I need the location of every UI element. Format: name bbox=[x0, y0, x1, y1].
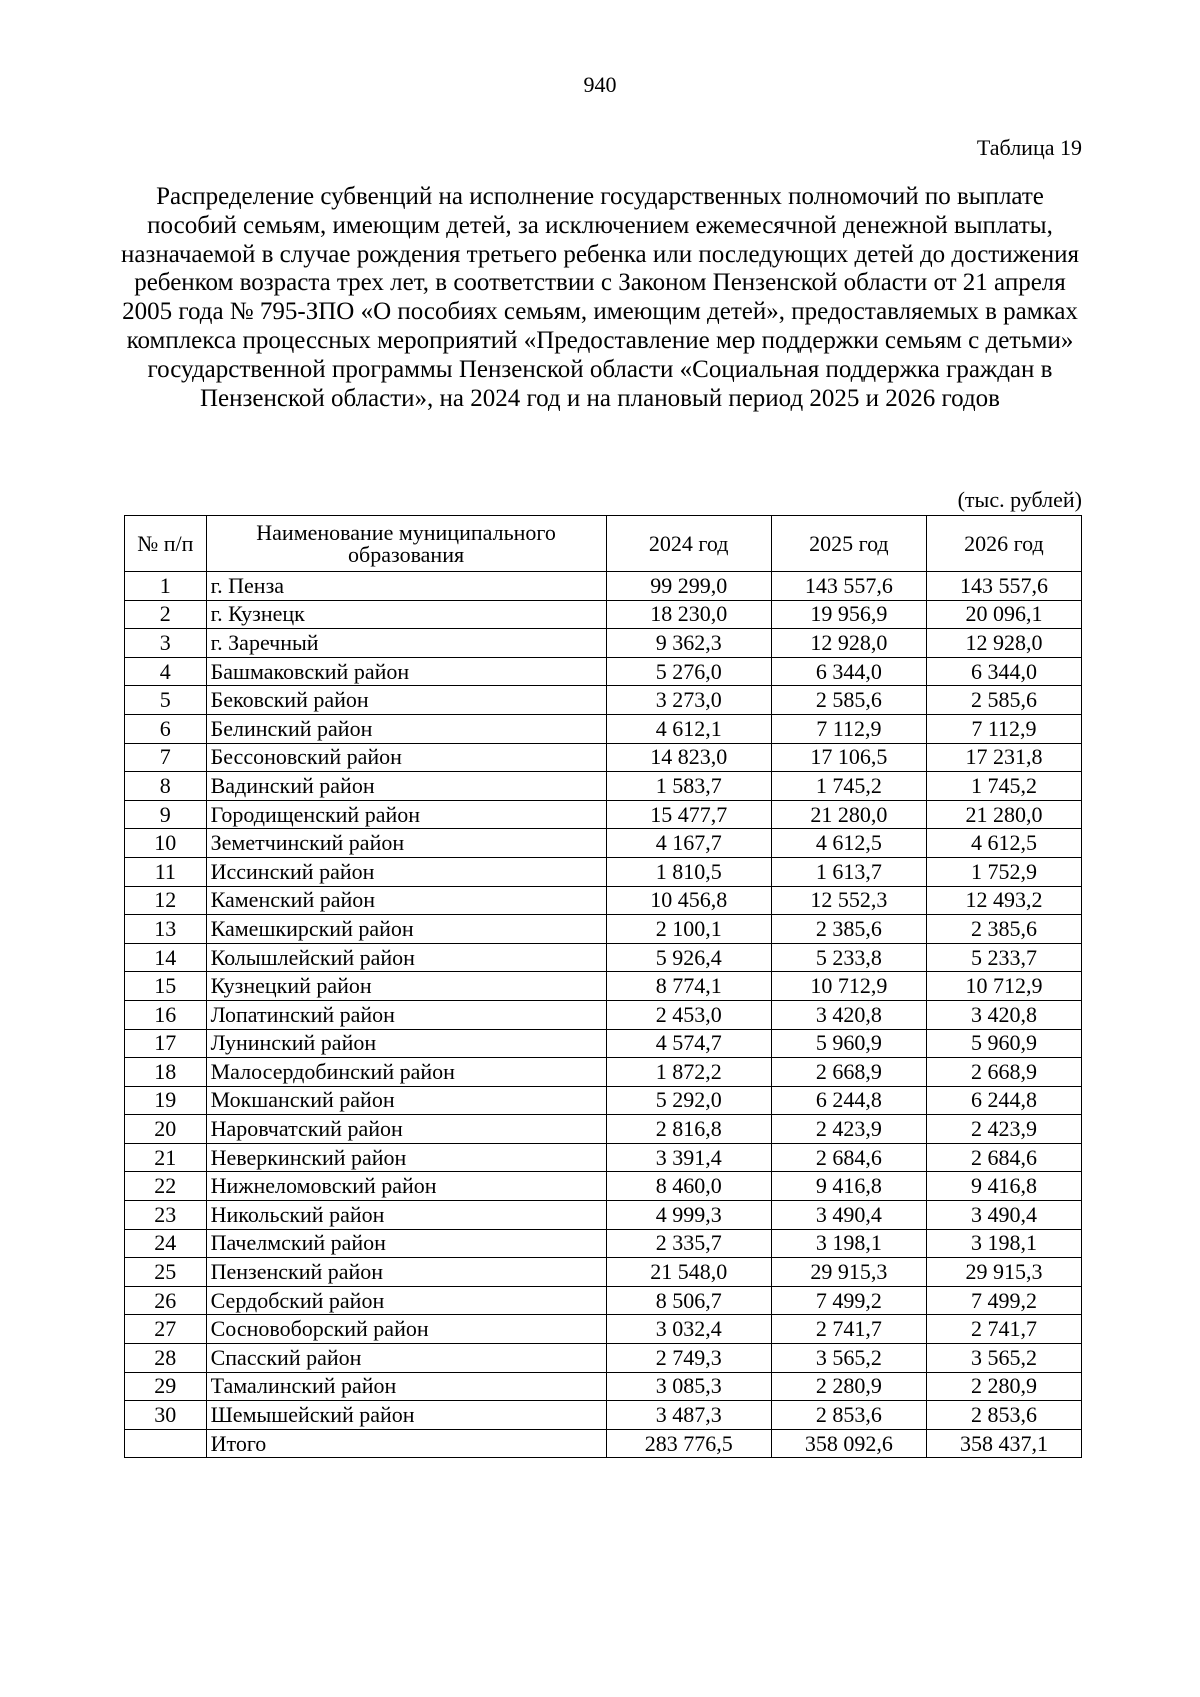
cell-2024: 8 506,7 bbox=[606, 1286, 771, 1315]
cell-num: 16 bbox=[125, 1000, 207, 1029]
cell-municipality: Городищенский район bbox=[206, 800, 606, 829]
table-row bbox=[125, 1201, 1082, 1230]
cell-2025: 7 499,2 bbox=[771, 1286, 926, 1315]
cell-2024: 4 612,1 bbox=[606, 714, 771, 743]
cell-municipality: г. Кузнецк bbox=[206, 600, 606, 629]
table-row bbox=[125, 1229, 1082, 1258]
table-body bbox=[125, 572, 1082, 1458]
cell-num: 18 bbox=[125, 1058, 207, 1087]
cell-2024: 2 100,1 bbox=[606, 915, 771, 944]
cell-2026: 17 231,8 bbox=[926, 743, 1081, 772]
cell-2026: 3 490,4 bbox=[926, 1201, 1081, 1230]
cell-2026: 2 385,6 bbox=[926, 915, 1081, 944]
table-row bbox=[125, 829, 1082, 858]
cell-2026: 5 233,7 bbox=[926, 943, 1081, 972]
cell-municipality: Спасский район bbox=[206, 1344, 606, 1373]
cell-municipality: Лопатинский район bbox=[206, 1000, 606, 1029]
cell-2024: 2 453,0 bbox=[606, 1000, 771, 1029]
cell-num: 23 bbox=[125, 1201, 207, 1230]
table-row bbox=[125, 1372, 1082, 1401]
cell-2024: 3 391,4 bbox=[606, 1143, 771, 1172]
table-label: Таблица 19 bbox=[976, 135, 1082, 160]
cell-num: 17 bbox=[125, 1029, 207, 1058]
cell-2025: 2 853,6 bbox=[771, 1401, 926, 1430]
document-title: Распределение субвенций на исполнение государственных полномочий по выплате пособий семьям, имеющим детей, за исключением ежемесячной денежной выплаты, назначаемой в случае рождения третьего ребенка или последующих детей до достижения ребенком возраста трех лет, в соответствии с Законом Пензенской области от 21 апреля 2005 года № 795-ЗПО «О пособиях семьям, имеющим детей», предоставляемых в рамках комплекса процессных мероприятий «Предоставление мер поддержки семьям с детьми» государственной программы Пензенской области «Социальная поддержка граждан в Пензенской области», на 2024 год и на плановый период 2025 и 2026 годов bbox=[121, 183, 1079, 412]
cell-num: 29 bbox=[125, 1372, 207, 1401]
cell-num: 13 bbox=[125, 915, 207, 944]
cell-2026: 1 752,9 bbox=[926, 857, 1081, 886]
cell-municipality: Шемышейский район bbox=[206, 1401, 606, 1430]
total-cell-municipality: Итого bbox=[206, 1429, 606, 1458]
cell-2025: 3 198,1 bbox=[771, 1229, 926, 1258]
cell-2026: 3 420,8 bbox=[926, 1000, 1081, 1029]
cell-num: 9 bbox=[125, 800, 207, 829]
table-row bbox=[125, 629, 1082, 658]
cell-2024: 8 460,0 bbox=[606, 1172, 771, 1201]
cell-2025: 2 280,9 bbox=[771, 1372, 926, 1401]
cell-2025: 6 344,0 bbox=[771, 657, 926, 686]
cell-2026: 12 928,0 bbox=[926, 629, 1081, 658]
cell-num: 1 bbox=[125, 572, 207, 601]
cell-2025: 29 915,3 bbox=[771, 1258, 926, 1287]
cell-2025: 1 613,7 bbox=[771, 857, 926, 886]
cell-2025: 143 557,6 bbox=[771, 572, 926, 601]
table-row bbox=[125, 1401, 1082, 1430]
cell-municipality: Лунинский район bbox=[206, 1029, 606, 1058]
cell-2024: 1 872,2 bbox=[606, 1058, 771, 1087]
cell-2025: 3 420,8 bbox=[771, 1000, 926, 1029]
cell-municipality: Неверкинский район bbox=[206, 1143, 606, 1172]
header-name: Наименование муниципального образования bbox=[206, 516, 606, 572]
cell-2026: 1 745,2 bbox=[926, 772, 1081, 801]
cell-2025: 17 106,5 bbox=[771, 743, 926, 772]
cell-municipality: Никольский район bbox=[206, 1201, 606, 1230]
cell-2025: 4 612,5 bbox=[771, 829, 926, 858]
cell-num: 10 bbox=[125, 829, 207, 858]
cell-municipality: Тамалинский район bbox=[206, 1372, 606, 1401]
table-row bbox=[125, 1000, 1082, 1029]
cell-municipality: г. Пенза bbox=[206, 572, 606, 601]
table-row bbox=[125, 1086, 1082, 1115]
cell-2026: 20 096,1 bbox=[926, 600, 1081, 629]
table-row bbox=[125, 915, 1082, 944]
table-row bbox=[125, 943, 1082, 972]
header-num: № п/п bbox=[125, 516, 207, 572]
cell-2025: 12 552,3 bbox=[771, 886, 926, 915]
cell-2025: 9 416,8 bbox=[771, 1172, 926, 1201]
cell-2025: 3 490,4 bbox=[771, 1201, 926, 1230]
cell-2025: 2 741,7 bbox=[771, 1315, 926, 1344]
cell-2026: 12 493,2 bbox=[926, 886, 1081, 915]
cell-2024: 9 362,3 bbox=[606, 629, 771, 658]
cell-2026: 5 960,9 bbox=[926, 1029, 1081, 1058]
table-row bbox=[125, 1258, 1082, 1287]
cell-2024: 2 749,3 bbox=[606, 1344, 771, 1373]
cell-municipality: Бессоновский район bbox=[206, 743, 606, 772]
header-2026: 2026 год bbox=[926, 516, 1081, 572]
cell-municipality: г. Заречный bbox=[206, 629, 606, 658]
cell-2026: 29 915,3 bbox=[926, 1258, 1081, 1287]
units-label: (тыс. рублей) bbox=[957, 487, 1082, 512]
cell-num: 5 bbox=[125, 686, 207, 715]
table-row bbox=[125, 600, 1082, 629]
cell-num: 7 bbox=[125, 743, 207, 772]
cell-2024: 18 230,0 bbox=[606, 600, 771, 629]
cell-num: 26 bbox=[125, 1286, 207, 1315]
table-header-row bbox=[125, 516, 1082, 572]
cell-2025: 19 956,9 bbox=[771, 600, 926, 629]
cell-2026: 21 280,0 bbox=[926, 800, 1081, 829]
cell-2026: 7 112,9 bbox=[926, 714, 1081, 743]
cell-2026: 6 244,8 bbox=[926, 1086, 1081, 1115]
cell-2026: 2 280,9 bbox=[926, 1372, 1081, 1401]
cell-2025: 21 280,0 bbox=[771, 800, 926, 829]
cell-2024: 4 999,3 bbox=[606, 1201, 771, 1230]
cell-municipality: Сердобский район bbox=[206, 1286, 606, 1315]
header-2025: 2025 год bbox=[771, 516, 926, 572]
cell-num: 27 bbox=[125, 1315, 207, 1344]
cell-num: 14 bbox=[125, 943, 207, 972]
table-row bbox=[125, 572, 1082, 601]
table-row bbox=[125, 1172, 1082, 1201]
cell-2024: 14 823,0 bbox=[606, 743, 771, 772]
table-row bbox=[125, 1058, 1082, 1087]
cell-2025: 5 233,8 bbox=[771, 943, 926, 972]
cell-num: 24 bbox=[125, 1229, 207, 1258]
table-row bbox=[125, 1115, 1082, 1144]
cell-2026: 4 612,5 bbox=[926, 829, 1081, 858]
cell-num: 15 bbox=[125, 972, 207, 1001]
cell-municipality: Башмаковский район bbox=[206, 657, 606, 686]
cell-num: 30 bbox=[125, 1401, 207, 1430]
cell-municipality: Нижнеломовский район bbox=[206, 1172, 606, 1201]
header-2024: 2024 год bbox=[606, 516, 771, 572]
cell-2026: 2 741,7 bbox=[926, 1315, 1081, 1344]
cell-2026: 2 423,9 bbox=[926, 1115, 1081, 1144]
cell-2024: 1 810,5 bbox=[606, 857, 771, 886]
cell-num: 6 bbox=[125, 714, 207, 743]
cell-2025: 3 565,2 bbox=[771, 1344, 926, 1373]
table-row bbox=[125, 686, 1082, 715]
cell-2025: 2 423,9 bbox=[771, 1115, 926, 1144]
cell-2025: 10 712,9 bbox=[771, 972, 926, 1001]
cell-municipality: Каменский район bbox=[206, 886, 606, 915]
cell-municipality: Сосновоборский район bbox=[206, 1315, 606, 1344]
cell-2025: 12 928,0 bbox=[771, 629, 926, 658]
cell-2024: 5 926,4 bbox=[606, 943, 771, 972]
cell-num: 19 bbox=[125, 1086, 207, 1115]
cell-num: 21 bbox=[125, 1143, 207, 1172]
cell-municipality: Пачелмский район bbox=[206, 1229, 606, 1258]
total-row bbox=[125, 1429, 1082, 1458]
table-row bbox=[125, 1286, 1082, 1315]
table-row bbox=[125, 743, 1082, 772]
cell-2024: 10 456,8 bbox=[606, 886, 771, 915]
cell-num: 11 bbox=[125, 857, 207, 886]
cell-num: 20 bbox=[125, 1115, 207, 1144]
cell-2024: 3 085,3 bbox=[606, 1372, 771, 1401]
cell-municipality: Белинский район bbox=[206, 714, 606, 743]
cell-municipality: Колышлейский район bbox=[206, 943, 606, 972]
cell-2025: 6 244,8 bbox=[771, 1086, 926, 1115]
table-row bbox=[125, 1315, 1082, 1344]
cell-num: 12 bbox=[125, 886, 207, 915]
cell-num: 3 bbox=[125, 629, 207, 658]
cell-municipality: Наровчатский район bbox=[206, 1115, 606, 1144]
cell-municipality: Иссинский район bbox=[206, 857, 606, 886]
cell-2025: 2 385,6 bbox=[771, 915, 926, 944]
cell-2024: 3 032,4 bbox=[606, 1315, 771, 1344]
table-row bbox=[125, 800, 1082, 829]
table-row bbox=[125, 714, 1082, 743]
cell-2025: 5 960,9 bbox=[771, 1029, 926, 1058]
cell-2024: 21 548,0 bbox=[606, 1258, 771, 1287]
table-row bbox=[125, 772, 1082, 801]
cell-2024: 8 774,1 bbox=[606, 972, 771, 1001]
cell-num: 4 bbox=[125, 657, 207, 686]
cell-num: 22 bbox=[125, 1172, 207, 1201]
cell-2024: 15 477,7 bbox=[606, 800, 771, 829]
cell-2024: 2 335,7 bbox=[606, 1229, 771, 1258]
cell-2025: 2 668,9 bbox=[771, 1058, 926, 1087]
cell-2024: 99 299,0 bbox=[606, 572, 771, 601]
cell-2024: 1 583,7 bbox=[606, 772, 771, 801]
cell-2026: 3 565,2 bbox=[926, 1344, 1081, 1373]
total-cell-2024: 283 776,5 bbox=[606, 1429, 771, 1458]
cell-2025: 1 745,2 bbox=[771, 772, 926, 801]
cell-municipality: Пензенский район bbox=[206, 1258, 606, 1287]
cell-2026: 2 684,6 bbox=[926, 1143, 1081, 1172]
table-row bbox=[125, 972, 1082, 1001]
cell-num: 28 bbox=[125, 1344, 207, 1373]
table-row bbox=[125, 857, 1082, 886]
cell-municipality: Кузнецкий район bbox=[206, 972, 606, 1001]
cell-2026: 3 198,1 bbox=[926, 1229, 1081, 1258]
cell-num: 25 bbox=[125, 1258, 207, 1287]
cell-municipality: Малосердобинский район bbox=[206, 1058, 606, 1087]
cell-2024: 3 487,3 bbox=[606, 1401, 771, 1430]
table-row bbox=[125, 1029, 1082, 1058]
table-row bbox=[125, 886, 1082, 915]
cell-municipality: Вадинский район bbox=[206, 772, 606, 801]
table-row bbox=[125, 1344, 1082, 1373]
cell-2024: 4 574,7 bbox=[606, 1029, 771, 1058]
cell-municipality: Камешкирский район bbox=[206, 915, 606, 944]
cell-2024: 2 816,8 bbox=[606, 1115, 771, 1144]
cell-2026: 10 712,9 bbox=[926, 972, 1081, 1001]
cell-2025: 7 112,9 bbox=[771, 714, 926, 743]
cell-2026: 7 499,2 bbox=[926, 1286, 1081, 1315]
cell-num: 8 bbox=[125, 772, 207, 801]
cell-municipality: Земетчинский район bbox=[206, 829, 606, 858]
table-row bbox=[125, 1143, 1082, 1172]
table-row bbox=[125, 657, 1082, 686]
page-number: 940 bbox=[583, 72, 617, 97]
total-cell-2026: 358 437,1 bbox=[926, 1429, 1081, 1458]
cell-2025: 2 585,6 bbox=[771, 686, 926, 715]
cell-municipality: Мокшанский район bbox=[206, 1086, 606, 1115]
cell-2024: 3 273,0 bbox=[606, 686, 771, 715]
cell-num: 2 bbox=[125, 600, 207, 629]
cell-2026: 2 853,6 bbox=[926, 1401, 1081, 1430]
cell-2026: 2 585,6 bbox=[926, 686, 1081, 715]
cell-2026: 2 668,9 bbox=[926, 1058, 1081, 1087]
cell-2026: 143 557,6 bbox=[926, 572, 1081, 601]
total-cell-2025: 358 092,6 bbox=[771, 1429, 926, 1458]
cell-2024: 5 276,0 bbox=[606, 657, 771, 686]
cell-2025: 2 684,6 bbox=[771, 1143, 926, 1172]
total-cell-num bbox=[125, 1429, 207, 1458]
cell-2024: 4 167,7 bbox=[606, 829, 771, 858]
subvention-table bbox=[124, 515, 1082, 1458]
cell-2024: 5 292,0 bbox=[606, 1086, 771, 1115]
cell-2026: 9 416,8 bbox=[926, 1172, 1081, 1201]
cell-2026: 6 344,0 bbox=[926, 657, 1081, 686]
cell-municipality: Бековский район bbox=[206, 686, 606, 715]
